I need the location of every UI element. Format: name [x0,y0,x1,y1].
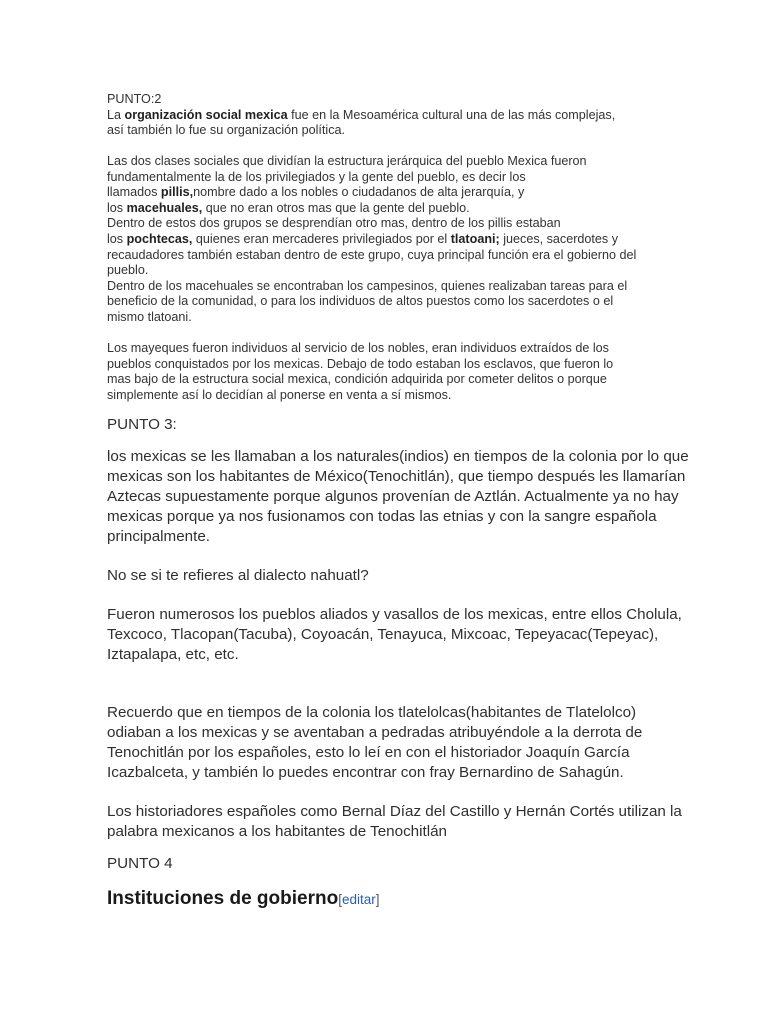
edit-section: [editar] [338,892,380,907]
punto2-paragraph-1: La organización social mexica fue en la Mesoamérica cultural una de las más complejas, así también lo fue su organización política. [107,107,616,138]
punto2-paragraph-2: Las dos clases sociales que dividían la estructura jerárquica del pueblo Mexica fueron fundamentalmente la de los privilegiados y la gente del pueblo, es decir los llamados pillis,nombre dado a los nobles o ciudadanos de alta jerarquía, y los macehuales, que no eran otros mas que la gente del pueblo. Dentro de estos dos grupos se desprendían otro mas, dentro de los pillis estaban los pochtecas, quienes eran mercaderes privilegiados por el tlatoani; jueces, sacerdotes y recaudadores también estaban dentro de este grupo, cuya principal función era el gobierno del pueblo. Dentro de los macehuales se encontraban los campesinos, quienes realizaban tareas para el beneficio de la comunidad, o para los individuos de altos puestos como los sacerdotes o el mismo tlatoani. [107,154,637,324]
punto3-paragraph-3: Fueron numerosos los pueblos aliados y vasallos de los mexicas, entre ellos Cholula, Texcoco, Tlacopan(Tacuba), Coyoacán, Tenayuca, Mixcoac, Tepeyacac(Tepeyac), Iztapalapa, etc, etc. [107,606,682,663]
bold-term: tlatoani; [450,231,500,246]
punto2-section [107,92,677,139]
punto4-label: PUNTO 4 [107,855,173,872]
edit-link[interactable]: editar [341,892,376,907]
bold-term: pochtecas, [126,231,193,246]
punto3-paragraph-5: Los historiadores españoles como Bernal Díaz del Castillo y Hernán Cortés utilizan la palabra mexicanos a los habitantes de Tenochitlán [107,803,682,840]
punto3-paragraph-2: No se si te refieres al dialecto nahuatl? [107,567,369,584]
punto3-label: PUNTO 3: [107,416,177,433]
punto2-paragraph-3: Los mayeques fueron individuos al servicio de los nobles, eran individuos extraídos de los pueblos conquistados por los mexicas. Debajo de todo estaban los esclavos, que fueron lo mas bajo de la estructura social mexica, condición adquirida por cometer delitos o porque simplemente así lo decidían al ponerse en venta a sí mismos. [107,341,614,402]
punto2-label: PUNTO:2 [107,92,162,106]
punto3-paragraph-4: Recuerdo que en tiempos de la colonia los tlatelolcas(habitantes de Tlatelolco) odiaban a los mexicas y se aventaban a pedradas atribuyéndole a la derrota de Tenochitlán por los españoles, esto lo leí en con el historiador Joaquín García Icazbalceta, y también lo puedes encontrar con fray Bernardino de Sahagún. [107,704,643,781]
bold-term: pillis, [160,185,194,200]
bold-term: macehuales, [126,200,203,215]
punto3-paragraph-1: los mexicas se les llamaban a los naturales(indios) en tiempos de la colonia por lo que mexicas son los habitantes de México(Tenochitlán), que tiempo después les llamarían Aztecas supuestamente porque algunos provenían de Aztlán. Actualmente ya no hay mexicas porque ya nos fusionamos con todas las etnias y con la sangre española principalmente. [107,448,689,545]
section-heading [107,887,707,912]
bold-term: organización social mexica [124,107,288,122]
heading-text: Instituciones de gobierno [107,888,339,909]
